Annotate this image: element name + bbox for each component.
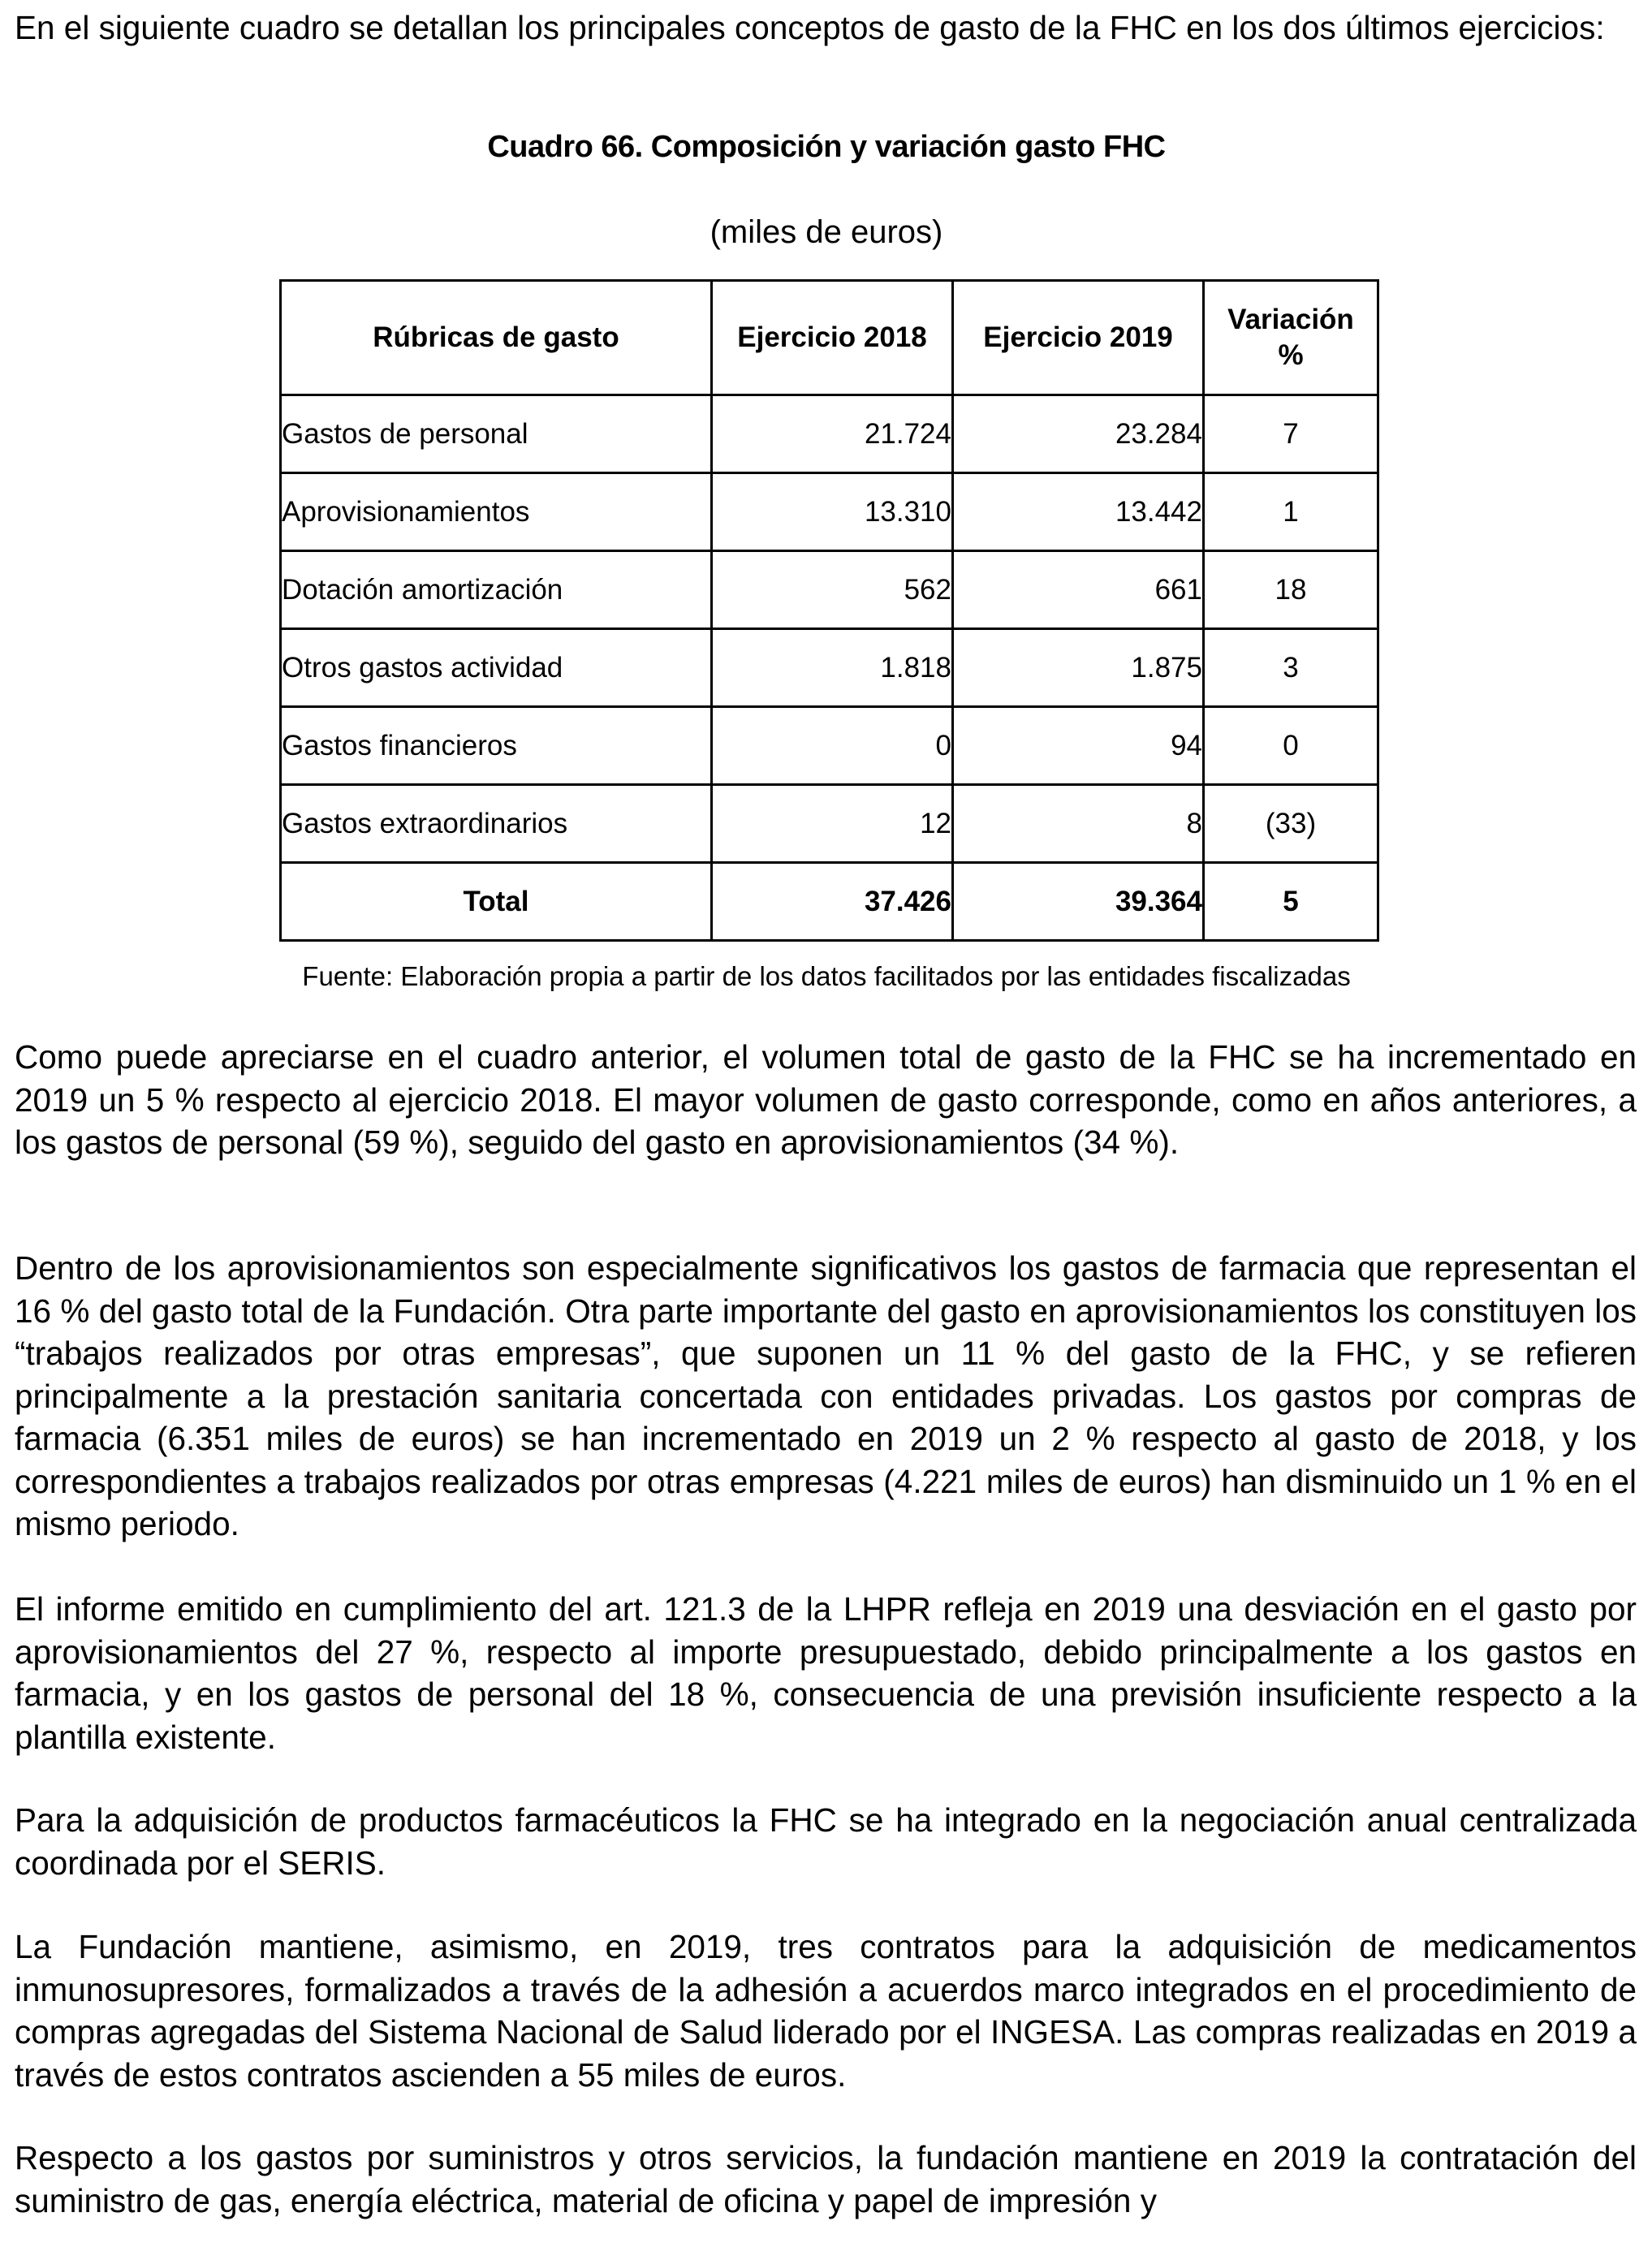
total-2019: 39.364 [953,863,1204,941]
row-label: Gastos financieros [281,707,712,785]
total-2018: 37.426 [712,863,953,941]
table-row [281,473,1378,551]
row-2018: 562 [712,551,953,629]
table-title: Cuadro 66. Composición y variación gasto FHC [487,130,1166,164]
row-2019: 661 [953,551,1204,629]
table-row [281,785,1378,863]
table-header-row [281,281,1378,395]
row-2018: 13.310 [712,473,953,551]
header-2019: Ejercicio 2019 [953,281,1204,395]
table-row [281,707,1378,785]
row-label: Aprovisionamientos [281,473,712,551]
row-2019: 8 [953,785,1204,863]
total-variacion: 5 [1204,863,1378,941]
row-2018: 0 [712,707,953,785]
paragraph-5: La Fundación mantiene, asimismo, en 2019, tres contratos para la adquisición de medicamentos inmunosupresores, formalizados a través de la adhesión a acuerdos marco integrados en el procedimiento de compras agregadas del Sistema Nacional de Salud liderado por el INGESA. Las compras realizadas en 2019 a través de estos contratos ascienden a 55 miles de euros. [15,1928,1637,2094]
expense-table [279,279,1379,942]
paragraph-4: Para la adquisición de productos farmacéuticos la FHC se ha integrado en la negociación anual centralizada coordinada por el SERIS. [15,1801,1637,1882]
row-variacion: 7 [1204,395,1378,473]
row-2018: 21.724 [712,395,953,473]
paragraph-6: Respecto a los gastos por suministros y otros servicios, la fundación mantiene en 2019 la contratación del suministro de gas, energía eléctrica, material de oficina y papel de impresión y [15,2139,1637,2219]
row-variacion: 3 [1204,629,1378,707]
table-source-note: Fuente: Elaboración propia a partir de los datos facilitados por las entidades fiscalizadas [302,961,1351,991]
header-2018: Ejercicio 2018 [712,281,953,395]
row-variacion: 0 [1204,707,1378,785]
row-2018: 12 [712,785,953,863]
total-label: Total [281,863,712,941]
row-variacion: (33) [1204,785,1378,863]
row-label: Dotación amortización [281,551,712,629]
row-label: Gastos de personal [281,395,712,473]
row-2018: 1.818 [712,629,953,707]
row-2019: 13.442 [953,473,1204,551]
header-variacion: Variación % [1204,281,1378,395]
row-2019: 1.875 [953,629,1204,707]
row-variacion: 18 [1204,551,1378,629]
table-subtitle: (miles de euros) [710,214,943,250]
table-row [281,395,1378,473]
intro-paragraph: En el siguiente cuadro se detallan los principales conceptos de gasto de la FHC en los dos últimos ejercicios: [15,9,1605,46]
header-rubricas: Rúbricas de gasto [281,281,712,395]
paragraph-2: Dentro de los aprovisionamientos son especialmente significativos los gastos de farmacia que representan el 16 % del gasto total de la Fundación. Otra parte importante del gasto en aprovisionamientos los constituyen los “trabajos realizados por otras empresas”, que suponen un 11 % del gasto de la FHC, y se refieren principalmente a la prestación sanitaria concertada con entidades privadas. Los gastos por compras de farmacia (6.351 miles de euros) se han incrementado en 2019 un 2 % respecto al gasto de 2018, y los correspondientes a trabajos realizados por otras empresas (4.221 miles de euros) han disminuido un 1 % en el mismo periodo. [15,1249,1637,1542]
table-row [281,551,1378,629]
paragraph-1: Como puede apreciarse en el cuadro anterior, el volumen total de gasto de la FHC se ha incrementado en 2019 un 5 % respecto al ejercicio 2018. El mayor volumen de gasto corresponde, como en años anteriores, a los gastos de personal (59 %), seguido del gasto en aprovisionamientos (34 %). [15,1038,1637,1161]
table-row [281,629,1378,707]
row-variacion: 1 [1204,473,1378,551]
row-label: Gastos extraordinarios [281,785,712,863]
table-total-row [281,863,1378,941]
row-2019: 94 [953,707,1204,785]
paragraph-3: El informe emitido en cumplimiento del art. 121.3 de la LHPR refleja en 2019 una desviación en el gasto por aprovisionamientos del 27 %, respecto al importe presupuestado, debido principalmente a los gastos en farmacia, y en los gastos de personal del 18 %, consecuencia de una previsión insuficiente respecto a la plantilla existente. [15,1590,1637,1756]
row-2019: 23.284 [953,395,1204,473]
row-label: Otros gastos actividad [281,629,712,707]
